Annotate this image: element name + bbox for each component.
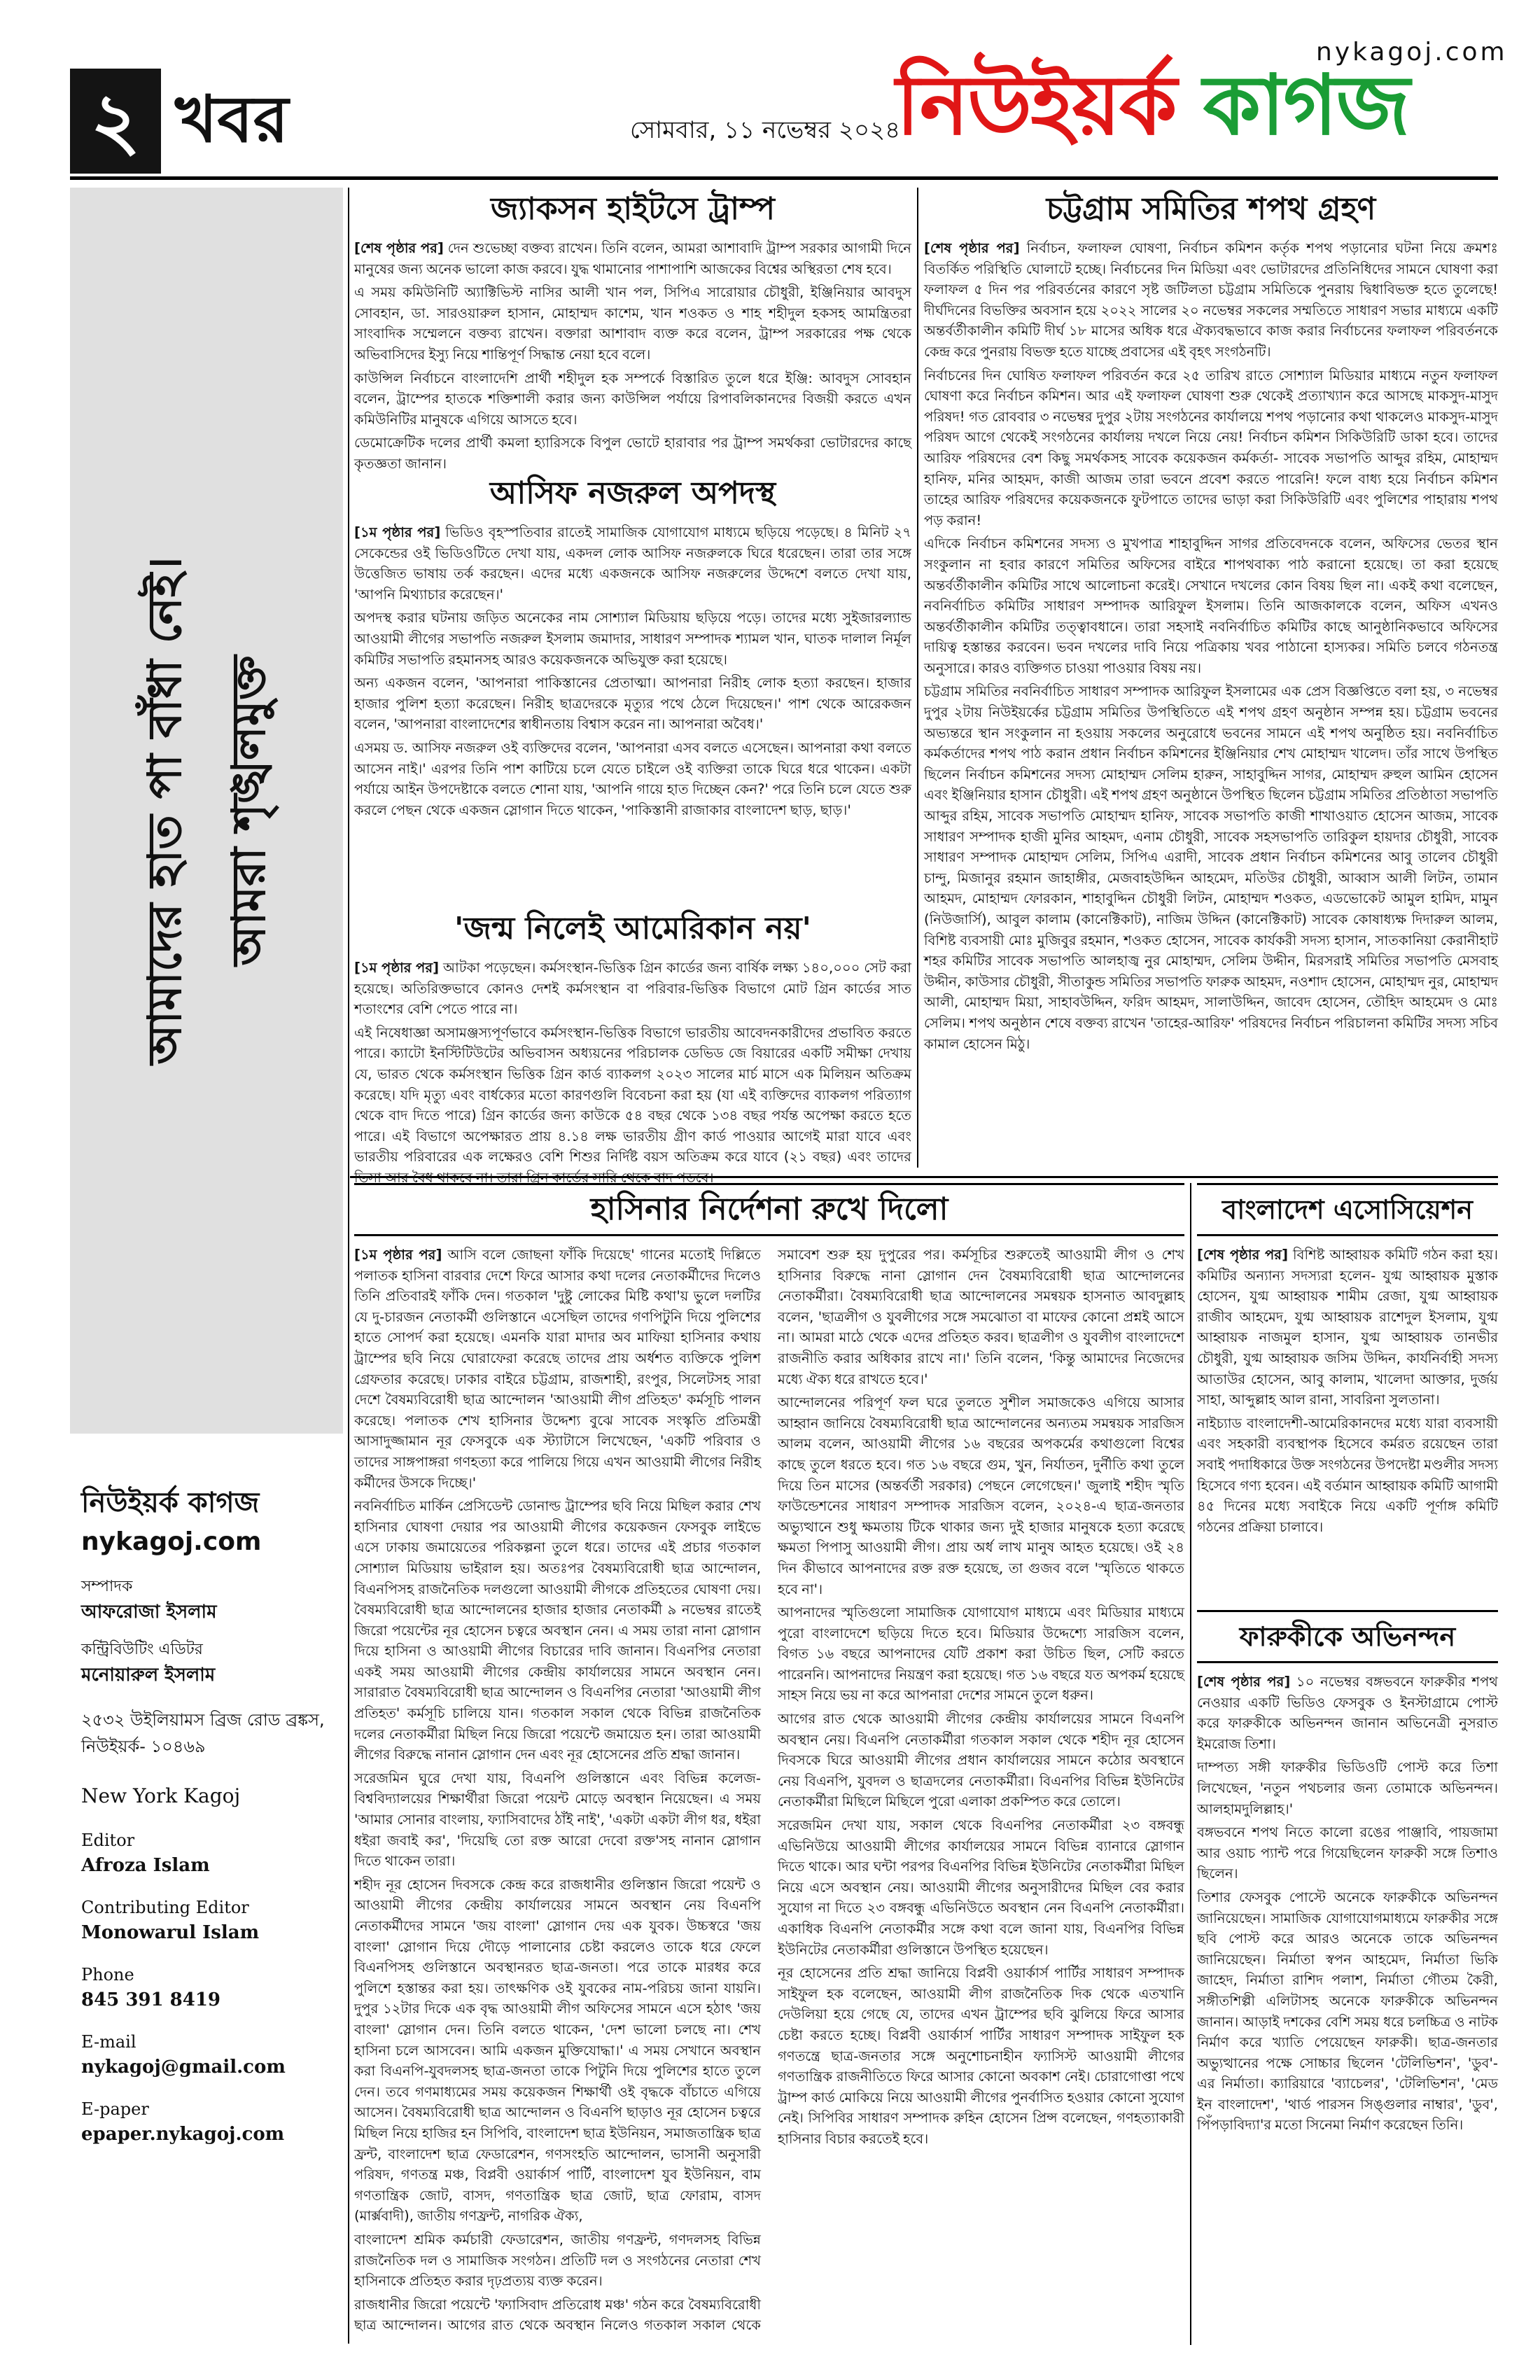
editor-name: আফরোজা ইসলাম	[81, 1602, 217, 1623]
imprint	[81, 1483, 340, 2148]
paragraph: এসময় ড. আসিফ নজরুল ওই ব্যক্তিদের বলেন, 'আপনারা এসব বলতে এসেছেন। আপনারা কথা বলতে আসেন নাই।' এরপর তিনি পাশ কাটিয়ে চলে যেতে চাইলে ওই ব্যক্তিরা তাকে ঘিরে ধরে থাকেন। একটা পর্যায়ে আইন উপদেষ্টাকে বলতে শোনা যায়, 'আপনি গায়ে হাত দিচ্ছেন কেন?' পরে তিনি চলে যেতে শুরু করলে পেছন থেকে একজন স্লোগান দিতে থাকেন, 'পাকিস্তানী রাজাকার বাংলাদেশ ছাড়, ছাড়।'	[354, 739, 911, 818]
paragraph: এই নিষেধাজ্ঞা অসামঞ্জস্যপূর্ণভাবে কর্মসংস্থান-ভিত্তিক বিভাগে ভারতীয় আবেদনকারীদের প্রভাবিত করতে পারে। ক্যাটো ইনস্টিটিউটের অভিবাসন অধ্যয়নের পরিচালক ডেভিড জে বিয়ারের একটি সমীক্ষা দেখায় যে, ভারত থেকে কর্মসংস্থান ভিত্তিক গ্রিন কার্ড ব্যাকলগ ২০২৩ সালের মার্চ মাসে এক মিলিয়ন অতিক্রম করেছে। যদি মৃত্যু এবং বার্ধক্যের মতো কারণগুলি বিবেচনা করা হয় (যা এই ব্যক্তিদের ব্যাকলগ পরিত্যাগ থেকে বাদ দিতে পারে) গ্রিন কার্ডের জন্য কাউকে ৫৪ বছর থেকে ১৩৪ বছর পর্যন্ত অপেক্ষা করতে হতে পারে। এই বিভাগে অপেক্ষারত প্রায় ৪.১৪ লক্ষ ভারতীয় গ্রীণ কার্ড পাওয়ার আগেই মারা যাবে এবং ভারতীয় পরিবারের এক লক্ষেরও বেশি শিশুর নির্দিষ্ট বয়স অতিক্রম করে যাবে (২১ বছর) এবং তাদের ভিসা আর বৈধ থাকবে না। তারা গ্রিন কার্ডের সারি থেকে বাদ পড়বে।	[354, 1024, 911, 1186]
paragraph: রাজধানীর জিরো পয়েন্টে 'ফ্যাসিবাদ প্রতিরোধ মঞ্চ' গঠন করে বৈষম্যবিরোধী ছাত্র আন্দোলন। আগের রাত থেকে অবস্থান নিলেও গতকাল সকাল থেকে সমাবেশ শুরু হয় দুপুরের পর। কর্মসূচির শুরুতেই আওয়ামী লীগ ও শেখ হাসিনার বিরুদ্ধে নানা স্লোগান দেন বৈষম্যবিরোধী ছাত্র আন্দোলনের নেতাকর্মীরা। বৈষম্যবিরোধী ছাত্র আন্দোলনের সমন্বয়ক হাসনাত আবদুল্লাহ বলেন, 'ছাত্রলীগ ও যুবলীগের সঙ্গে সমঝোতা বা মাফের কোনো প্রশ্নই আসে না। আমরা মাঠে থেকে এদের প্রতিহত করব। ছাত্রলীগ ও যুবলীগ বাংলাদেশে রাজনীতি করার অধিকার রাখে না।' তিনি বলেন, 'কিন্তু আমাদের নিজেদের মধ্যে ঐক্য ধরে রাখতে হবে।'	[354, 1247, 1184, 2334]
slogan-line-1: আমাদের হাত পা বাঁধা নেই।	[137, 556, 192, 1065]
en-paper-name: New York Kagoj	[81, 1784, 241, 1807]
tag-chattogram: [শেষ পৃষ্ঠার পর]	[924, 240, 1020, 256]
page-number: ২	[70, 69, 161, 174]
column-rule-3	[1190, 1183, 1191, 2345]
paragraph: চট্টগ্রাম সমিতির নবনির্বাচিত সাধারণ সম্পাদক আরিফুল ইসলামের এক প্রেস বিজ্ঞপ্তিতে বলা হয়, ৩ নভেম্বর দুপুর ২টায় নিউইয়র্কের চট্টগ্রাম সমিতির উপস্থিতিতে এই শপথ গ্রহণ অনুষ্ঠান সম্পন্ন হয়। চট্টগ্রাম ভবনের অভ্যন্তরে স্থান সংকুলান না হওয়ায় সকলের অনুরোধে ভবনের সামনে এই শপথ অনুষ্ঠিত হয়। নবনির্বাচিত কর্মকর্তাদের শপথ পাঠ করান প্রধান নির্বাচন কমিশনের ইঞ্জিনিয়ার শেখ মোহাম্মদ খালেদ। তাঁর সাথে উপস্থিত ছিলেন নির্বাচন কমিশনের সদস্য মোহাম্মদ সেলিম হারুন, সাহাবুদ্দিন সাগর, মোহাম্মদ রুহুল আমিন হোসেন এবং ইঞ্জিনিয়ার হাসান চৌধুরী। এই শপথ গ্রহণ অনুষ্ঠানে উপস্থিত ছিলেন চট্টগ্রাম সমিতির প্রতিষ্ঠাতা সভাপতি আব্দুর রহিম, সাবেক সভাপতি মোহাম্মদ হানিফ, সাবেক সভাপতি কাজী শাখাওয়াত হোসেন আজম, সাবেক সাধারণ সম্পাদক হাজী মুনির আহমদ, এনাম চৌধুরী, সাবেক সহসভাপতি তারিকুল হায়দার চৌধুরী, সাবেক সাধারণ সম্পাদক মোহাম্মদ সেলিম, সিপিএ এরাদী, সাবেক প্রধান নির্বাচন কমিশনের আবু তালেব চৌধুরী চান্দু, মিজানুর রহমান জাহাঙ্গীর, মেজবাহউদ্দিন আহমেদ, মতিউর চৌধুরী, আব্বাস আলী লিটন, তামান আহমদ, মোহাম্মদ ফোরকান, শাহাবুদ্দিন চৌধুরী লিটন, মোহাম্মদ শওকত, এডভোকেট আমুল হামিদ, মামুন (নিউজার্সি), আবুল কালাম (কানেক্টিকাট), নাজিম উদ্দিন (কানেক্টিকাট) সাবেক কোষাধ্যক্ষ দিদারুল আলম, বিশিষ্ট ব্যবসায়ী মোঃ মুজিবুর রহমান, শওকত হোসেন, সাবেক কার্যকরী সদস্য হাসান, সাতকানিয়া কেরানীহাট শহর কমিটির সাবেক সভাপতি আলহাজ্ব নুর মোহাম্মদ, সেলিম উদ্দীন, মিরসরাই সমিতির সভাপতি মেসবাহ উদ্দীন, কাউসার চৌধুরী, সীতাকুন্ড সমিতির সভাপতি ফারুক আহমদ, নওশাদ হোসেন, মোহাম্মদ নুর, মোহাম্মদ আলী, মোহাম্মদ মিয়া, সাহাবউদ্দিন, ফরিদ আহমদ, সালাউদ্দিন, জাবেদ হোসেন, তৌহিদ আহমেদ ও মোঃ সেলিম। শপথ অনুষ্ঠান শেষে বক্তব্য রাখেন 'তাহের-আরিফ' পরিষদের নির্বাচন পরিচালনা কমিটির সদস্য সচিব কামাল হোসেন মিঠু।	[924, 683, 1498, 1052]
paragraph: আন্দোলনের পরিপূর্ণ ফল ঘরে তুলতে সুশীল সমাজকেও এগিয়ে আসার আহ্বান জানিয়ে বৈষম্যবিরোধী ছাত্র আন্দোলনের অন্যতম সমন্বয়ক সারজিস আলম বলেন, আওয়ামী লীগের ১৬ বছরের অপকর্মের কথাগুলো বিশ্বের কাছে তুলে ধরতে হবে। গত ১৬ বছরে গুম, খুন, নির্যাতন, দুর্নীতি কথা তুলে দিয়ে তিন মাসের (অন্তর্বর্তী সরকার) পেছনে লেগেছেন।' জুলাই শহীদ স্মৃতি ফাউন্ডেশনের সাধারণ সম্পাদক সারজিস বলেন, ২০২৪-এ ছাত্র-জনতার অভ্যুত্থানে শুধু ক্ষমতায় টিকে থাকার জন্য দুই হাজার মানুষকে হত্যা করেছে ক্ষমতা পিপাসু আওয়ামী লীগ। প্রায় অর্ধ লাখ মানুষ আহত হয়েছে। ওই ২৪ দিন কীভাবে আপনাদের রক্ত রক্ত হয়েছে, তা গুজব বলে 'স্মৃতিতে থাকতে হবে না'।	[778, 1394, 1184, 1597]
slogan	[122, 556, 290, 1065]
article-faruki	[1197, 1610, 1498, 2345]
logo-part-red: নিউইয়র্ক	[896, 56, 1176, 153]
body-bd-association	[1197, 1245, 1498, 1537]
paragraph: অপদস্থ করার ঘটনায় জড়িত অনেকের নাম সোশ্যাল মিডিয়ায় ছড়িয়ে পড়ে। তাদের মধ্যে সুইজারল্যান্ড আওয়ামী লীগের সভাপতি নজরুল ইসলাম জমাদার, সাধারণ সম্পাদক শ্যামল খান, ঘাতক দালাল নির্মূল কমিটির সভাপতি রহমানসহ আরও কয়েকজনকে অভিযুক্ত করা হয়েছে।	[354, 610, 911, 668]
tag-asif: [১ম পৃষ্ঠার পর]	[354, 524, 441, 540]
epaper-value[interactable]: epaper.nykagoj.com	[81, 2124, 285, 2145]
paragraph: দেন শুভেচ্ছা বক্তব্য রাখেন। তিনি বলেন, আমরা আশাবাদি ট্রাম্প সরকার আগামী দিনে মানুষের জন্য অনেক ভালো কাজ করবে। যুদ্ধ থামানোর পাশাপাশি আজকের বিশ্বের অস্থিরতা শেষ হবে।	[354, 240, 911, 277]
email-value[interactable]: nykagoj@gmail.com	[81, 2057, 286, 2078]
article-chattogram	[924, 188, 1498, 1172]
section-title: খবর	[175, 81, 289, 157]
en-editor-value: Afroza Islam	[81, 1855, 210, 1876]
imprint-paper-name: নিউইয়র্ক কাগজ	[81, 1487, 260, 1519]
paragraph: বঙ্গভবনে শপথ নিতে কালো রঙের পাঞ্জাবি, পায়জামা আর ওয়াচ প্যান্ট পরে গিয়েছিলেন ফারুকী সঙ্গে তিশাও ছিলেন।	[1197, 1824, 1498, 1882]
paragraph: নবনির্বাচিত মার্কিন প্রেসিডেন্ট ডোনাল্ড ট্রাম্পের ছবি নিয়ে মিছিল করার শেখ হাসিনার ঘোষণা দেয়ার পর আওয়ামী লীগের কয়েকজন ফেসবুক লাইভে এসে ঢাকায় জমায়েতের পরিকল্পনা তুলে ধরে। তাদের এই প্রচার গতকাল সোশ্যাল মিডিয়ায় ভাইরাল হয়। অতঃপর বৈষম্যবিরোধী ছাত্র আন্দোলন, বিএনপিসহ রাজনৈতিক দলগুলো আওয়ামী লীগকে প্রতিহতের ঘোষণা দেয়। বৈষম্যবিরোধী ছাত্র আন্দোলনের হাজার হাজার নেতাকর্মী ৯ নভেম্বর রাতেই জিরো পয়েন্টের নূর হোসেন চত্বরে অবস্থান নেন। এ সময় তারা নানা স্লোগান দিয়ে হাসিনা ও আওয়ামী লীগের বিচারের দাবি জানান। বিএনপির নেতারা একই সময় আওয়ামী লীগের কেন্দ্রীয় কার্যালয়ের সামনে অবস্থান নেন। সারারাত বৈষম্যবিরোধী ছাত্র আন্দোলন ও বিএনপির নেতারা 'আওয়ামী লীগ প্রতিহত' কর্মসূচি চালিয়ে যান। গতকাল সকাল থেকে বিভিন্ন রাজনৈতিক দলের নেতাকর্মীরা মিছিল নিয়ে জিরো পয়েন্টে জমায়েত হন। তারা আওয়ামী লীগের বিরুদ্ধে নানান স্লোগান দেন এবং নূর হোসেনের প্রতি শ্রদ্ধা জানান।	[354, 1498, 761, 1763]
en-editor-label: Editor	[81, 1830, 135, 1850]
column-rule-1	[348, 188, 349, 2344]
paragraph: অন্য একজন বলেন, 'আপনারা পাকিস্তানের প্রেতাত্মা। আপনারা নিরীহ লোক হত্যা করছেন। হাজার হাজার পুলিশ হত্যা করেছেন। নিরীহ ছাত্রদেরকে মৃত্যুর পথে ঠেলে দিয়েছেন।' পাশ থেকে আরেকজন বলেন, 'আপনারা বাংলাদেশের স্বাধীনতায় বিশ্বাস করেন না। আপনারা অবৈধ।'	[354, 675, 911, 733]
masthead	[0, 0, 1540, 189]
headline-birthright: 'জন্ম নিলেই আমেরিকান নয়'	[454, 911, 811, 946]
imprint-url[interactable]: nykagoj.com	[81, 1527, 262, 1556]
article-bd-association	[1197, 1183, 1498, 1603]
paragraph: ১০ নভেম্বর বঙ্গভবনে ফারুকীর শপথ নেওয়ার একটি ভিডিও ফেসবুক ও ইনস্টাগ্রামে পোস্ট করে ফারুকীকে অভিনন্দন জানান অভিনেত্রী নুসরাত ইমরোজ তিশা।	[1197, 1674, 1498, 1752]
slogan-line-2: আমরা শৃঙ্খলমুক্ত	[221, 655, 276, 966]
headline-faruki: ফারুকীকে অভিনন্দন	[1197, 1610, 1498, 1663]
article-hasina	[354, 1183, 1184, 2345]
en-contrib-value: Monowarul Islam	[81, 1922, 260, 1943]
body-trump	[354, 238, 911, 475]
tag-hasina: [১ম পৃষ্ঠার পর]	[354, 1247, 442, 1263]
paragraph: নূর হোসেনের প্রতি শ্রদ্ধা জানিয়ে বিপ্লবী ওয়ার্কার্স পার্টির সাধারণ সম্পাদক সাইফুল হক বলেছেন, আওয়ামী লীগ রাজনৈতিক দিক থেকে এতখানি দেউলিয়া হয়ে গেছে যে, তাদের এখন ট্রাম্পের ছবি ঝুলিয়ে ফিরে আসার চেষ্টা করতে হচ্ছে। বিপ্লবী ওয়ার্কার্স পার্টির সাধারণ সম্পাদক সাইফুল হক গণতন্ত্রে ছাত্র-জনতার সঙ্গে অনুশোচনাহীন ফ্যাসিস্ট আওয়ামী লীগের গণতান্ত্রিক রাজনীতিতে ফিরে আসার কোনো অবকাশ নেই। চোরাগোপ্তা পথে ট্রাম্প কার্ড মোকিয়ে নিয়ে আওয়ামী লীগের পুনর্বাসিত হওয়ার কোনো সুযোগ নেই। সিপিবির সাধারণ সম্পাদক রুহিন হোসেন প্রিন্স বলেছেন, গণহত্যাকারী হাসিনার বিচার করতেই হবে।	[778, 1965, 1184, 2147]
paragraph: আটকা পড়েছেন। কর্মসংস্থান-ভিত্তিক গ্রিন কার্ডের জন্য বার্ষিক লক্ষ্য ১৪০,০০০ সেট করা হয়েছে। অতিরিক্তভাবে কোনও দেশই কর্মসংস্থান বা পরিবার-ভিত্তিক বিভাগে মোট গ্রিন কার্ডের সাত শতাংশের বেশি পেতে পারে না।	[354, 960, 911, 1018]
address: ২৫৩২ উইলিয়ামস ব্রিজ রোড ব্রঙ্কস, নিউইয়র্ক- ১০৪৬৯	[81, 1710, 325, 1756]
en-contrib-label: Contributing Editor	[81, 1898, 249, 1917]
article-trump	[354, 188, 911, 472]
headline-bd-association: বাংলাদেশ এসোসিয়েশন	[1197, 1183, 1498, 1236]
article-asif	[354, 472, 911, 902]
body-hasina	[354, 1245, 1184, 2345]
paragraph: সরেজমিন দেখা যায়, সকাল থেকে বিএনপির নেতাকর্মীরা ২৩ বঙ্গবন্ধু এভিনিউয়ে আওয়ামী লীগের কার্যালয়ের সামনে বিভিন্ন ব্যানারে স্লোগান দিতে থাকে। আর ঘন্টা পরপর বিএনপির বিভিন্ন ইউনিটের নেতাকর্মীরা মিছিল নিয়ে এসে অবস্থান নেয়। আওয়ামী লীগের অনুসারীদের মিছিল বের করার সুযোগ না দিতে ২৩ বঙ্গবন্ধু এভিনিউতে অবস্থান নেন বিএনপি নেতাকর্মীরা। একাধিক বিএনপি নেতাকর্মীর সঙ্গে কথা বলে জানা যায়, বিএনপির বিভিন্ন ইউনিটের নেতাকর্মীরা গুলিস্তানে উপস্থিত হয়েছেন।	[778, 1817, 1184, 1958]
email-label: E-mail	[81, 2032, 136, 2052]
left-sidebar	[70, 188, 343, 2344]
paragraph: আগের রাত থেকে আওয়ামী লীগের কেন্দ্রীয় কার্যালয়ের সামনে বিএনপি অবস্থান নেয়। বিএনপি নেতাকর্মীরা গতকাল সকাল থেকে শহীদ নূর হোসেন দিবসকে ঘিরে আওয়ামী লীগের প্রধান কার্যালয়ের সামনে কঠোর অবস্থানে নেয় বিএনপি, যুবদল ও ছাত্রদলের নেতাকর্মীরা। বিএনপির বিভিন্ন ইউনিটের নেতাকর্মীরা মিছিলে মিছিলে পুরো এলাকা প্রকম্পিত করে তোলে।	[778, 1711, 1184, 1810]
editor-role: সম্পাদক	[81, 1578, 133, 1595]
newspaper-logo	[896, 56, 1408, 154]
paragraph: তিশার ফেসবুক পোস্টে অনেকে ফারুকীকে অভিনন্দন জানিয়েছেন। সামাজিক যোগাযোগমাধ্যমে ফারুকীর সঙ্গে ছবি পোস্ট করে আরও অনেকে তাকে অভিনন্দন জানিয়েছেন। নির্মাতা স্বপন আহমেদ, নির্মাতা ভিকি জাহেদ, নির্মাতা রাশিদ পলাশ, নির্মাতা গৌতম কৈরী, সঙ্গীতশিল্পী এলিটাসহ অনেকে ফারুকীকে অভিনন্দন জানান। আড়াই দশকের বেশি সময় ধরে চলচ্চিত্র ও নাটক নির্মাণ করে খ্যাতি পেয়েছেন ফারুকী। ছাত্র-জনতার অভ্যুত্থানের পক্ষে সোচ্চার ছিলেন 'টেলিভিশন', 'ডুব'-এর নির্মাতা। ক্যারিয়ারে 'ব্যাচেলর', 'টেলিভিশন', 'মেড ইন বাংলাদেশ', 'থার্ড পারসন সিঙ্গুলার নাম্বার', 'ডুব', পিঁপড়াবিদ্যা'র মতো সিনেমা নির্মাণ করেছেন তিনি।	[1197, 1889, 1498, 2134]
paragraph: শহীদ নূর হোসেন দিবসকে কেন্দ্র করে রাজধানীর গুলিস্তান জিরো পয়েন্ট ও আওয়ামী লীগের কেন্দ্রীয় কার্যালয়ের সামনে অবস্থান নেয় বিএনপি নেতাকর্মীদের সামনে 'জয় বাংলা' স্লোগান দেয় এক যুবক। উচ্চস্বরে 'জয় বাংলা' স্লোগান দিয়ে দৌড়ে পালানোর চেষ্টা করলেও তাকে ধরে ফেলে বিএনপিসহ গুলিস্তানে অবস্থানরত ছাত্র-জনতা। পরে তাকে মারধর করে পুলিশে হস্তান্তর করা হয়। তাৎক্ষণিক ওই যুবকের নাম-পরিচয় জানা যায়নি। দুপুর ১২টার দিকে এক বৃদ্ধ আওয়ামী লীগ অফিসের সামনে এসে হঠাৎ 'জয় বাংলা' স্লোগান দেন। তিনি বলতে থাকেন, 'দেশ ভালো চলছে না। শেখ হাসিনা চলে আসবেন। আমি একজন মুক্তিযোদ্ধা।' এ সময় সেখানে অবস্থান করা বিএনপি-যুবদলসহ ছাত্র-জনতা তাকে পিটুনি দিয়ে পুলিশের হাতে তুলে দেন। তবে গণমাধ্যমের সময় কয়েকজন শিক্ষার্থী ওই বৃদ্ধকে বাঁচাতে এগিয়ে আসেন। বৈষম্যবিরোধী ছাত্র আন্দোলন ও বিএনপি ছাড়াও নূর হোসেন চত্বরে মিছিল নিয়ে হাজির হন সিপিবি, বাংলাদেশ ছাত্র ইউনিয়ন, সমাজতান্ত্রিক ছাত্র ফ্রন্ট, বাংলাদেশ ছাত্র ফেডারেশন, গণসংহতি আন্দোলন, ভাসানী অনুসারী পরিষদ, গণতন্ত্র মঞ্চ, বিপ্লবী ওয়ার্কার্স পার্টি, বাংলাদেশ যুব ইউনিয়ন, বাম গণতান্ত্রিক জোট, বাসদ, গণতান্ত্রিক ছাত্র জোট, ছাত্র ফোরাম, বাসদ (মার্ক্সবাদী), জাতীয় গণফ্রন্ট, নাগরিক ঐক্য,	[354, 1876, 761, 2225]
phone-value: 845 391 8419	[81, 1989, 221, 2010]
body-asif	[354, 522, 911, 820]
paragraph: ভিডিও বৃহস্পতিবার রাতেই সামাজিক যোগাযোগ মাধ্যমে ছড়িয়ে পড়েছে। ৪ মিনিট ২৭ সেকেন্ডের ওই ভিডিওটিতে দেখা যায়, একদল লোক আসিফ নজরুলকে ঘিরে ধরেছেন। তারা তার সঙ্গে উত্তেজিত ভাষায় তর্ক করছেন। এদের মধ্যে একজনকে আসিফ নজরুলের উদ্দেশে বলতে দেখা যায়, 'আপনি মিথ্যাচার করেছেন।'	[354, 524, 911, 603]
dateline: সোমবার, ১১ নভেম্বর ২০২৪	[630, 116, 901, 144]
tag-birthright: [১ম পৃষ্ঠার পর]	[354, 960, 440, 976]
contrib-name: মনোয়ারুল ইসলাম	[81, 1665, 216, 1686]
paragraph: দাম্পত্য সঙ্গী ফারুকীর ভিডিওটি পোস্ট করে তিশা লিখেছেন, 'নতুন পথচলার জন্য তোমাকে অভিনন্দন। আলহামদুলিল্লাহ।'	[1197, 1759, 1498, 1817]
logo-part-green: কাগজ	[1203, 56, 1409, 153]
paragraph: এ সময় কমিউনিটি অ্যাক্টিভিস্ট নাসির আলী খান পল, সিপিএ সারোয়ার চৌধুরী, ইঞ্জিনিয়ার আবদুস সোবহান, ডা. সারওয়ারুল হাসান, মোহাম্মদ কাশেম, খান শওকত ও শাহ শহীদুল হকসহ আমন্ত্রিতরা সাংবাদিক সম্মেলনে বক্তব্য রাখেন। বক্তারা আশাবাদ ব্যক্ত করে বলেন, ট্রাম্প সরকারের পক্ষ থেকে অভিবাসিদের ইস্যু নিয়ে শান্তিপূর্ণ সিদ্ধান্ত নেয়া হবে বলে।	[354, 284, 911, 363]
headline-trump: জ্যাকসন হাইটসে ট্রাম্প	[490, 191, 776, 227]
paragraph: নাইচ্যাড বাংলাদেশী-আমেরিকানদের মধ্যে যারা ব্যবসায়ী এবং সহকারী ব্যবস্থাপক হিসেবে কর্মরত রয়েছেন তারা সবাই পদাধিকারে উক্ত সংগঠনের উপদেষ্টা মণ্ডলীর সদস্য হিসেবে গণ্য হবেন। এই বর্তমান আহ্বায়ক কমিটি আগামী ৪৫ দিনের মধ্যে সবাইকে নিয়ে একটি পূর্ণাঙ্গ কমিটি গঠনের প্রক্রিয়া চালাবে।	[1197, 1415, 1498, 1535]
slogan-box	[70, 188, 343, 1434]
tag-faruki: [শেষ পৃষ্ঠার পর]	[1197, 1674, 1291, 1690]
masthead-rule	[70, 176, 1498, 180]
headline-asif: আসিফ নজরুল অপদস্থ	[489, 475, 776, 511]
paragraph: কাউন্সিল নির্বাচনে বাংলাদেশি প্রার্থী শহীদুল হক সম্পর্কে বিস্তারিত তুলে ধরে ইঞ্জি: আবদুস সোবহান বলেন, ট্রাম্পের হাতকে শক্তিশালী করার জন্য কাউন্সিল পর্যায়ে রিপাবলিকানদের বিজয়ী করতে এখন কমিউনিটির মানুষকে এগিয়ে আসতে হবে।	[354, 370, 911, 428]
contrib-role: কন্ট্রিবিউটিং এডিটর	[81, 1641, 203, 1658]
paragraph: এদিকে নির্বাচন কমিশনের সদস্য ও মুখপাত্র শাহাবুদ্দিন সাগর প্রতিবেদনকে বলেন, অফিসের ভেতর স্থান সংকুলান না হবার কারণে সমিতির অফিসের বাইরে শাপথবাক্য পাঠ করানো হয়েছে। তা করা হয়েছে অন্তর্বর্তীকালীন কমিটির সাথে আলোচনা করেই। সেখানে দখলের কোন বিষয় ছিল না। একই কথা বলেছেন, নবনির্বাচিত কমিটির সাধারণ সম্পাদক আরিফুল ইসলাম। তিনি আজকালকে বলেন, অফিস এখনও অন্তর্বর্তীকালীন কমিটির তত্ত্বাবধানে। তারা সহসাই নবনির্বাচিত কমিটির কাছে আনুষ্ঠানিকভাবে অফিসের দায়িত্ব হস্তান্তর করবেন। ভবন দখলের দাবি নিয়ে পত্রিকায় খবর পাঠানো হাস্যকর। সমিতি চলবে গঠনতন্ত্র অনুসারে। কারও ব্যক্তিগত চাওয়া পাওয়ার বিষয় নয়।	[924, 536, 1498, 676]
body-birthright	[354, 958, 911, 1189]
tag-bd-association: [শেষ পৃষ্ঠার পর]	[1197, 1247, 1289, 1263]
body-chattogram	[924, 238, 1498, 1054]
site-url[interactable]: nykagoj.com	[1316, 38, 1508, 66]
body-faruki	[1197, 1672, 1498, 2136]
paragraph: বাংলাদেশ শ্রমিক কর্মচারী ফেডারেশন, জাতীয় গণফ্রন্ট, গণদলসহ বিভিন্ন রাজনৈতিক দল ও সামাজিক সংগঠন। প্রতিটি দল ও সংগঠনের নেতারা শেখ হাসিনাকে প্রতিহত করার দৃঢ়প্রত্যয় ব্যক্ত করেন।	[354, 2231, 761, 2290]
headline-hasina: হাসিনার নির্দেশনা রুখে দিলো	[354, 1183, 1184, 1236]
tag-trump: [শেষ পৃষ্ঠার পর]	[354, 240, 444, 256]
headline-chattogram: চট্টগ্রাম সমিতির শপথ গ্রহণ	[1046, 191, 1376, 227]
column-rule-2	[917, 188, 918, 1168]
paragraph: নির্বাচনের দিন ঘোষিত ফলাফল পরিবর্তন করে ২৫ তারিখ রাতে সোশ্যাল মিডিয়ার মাধ্যমে নতুন ফলাফল ঘোষণা করে নির্বাচন কমিশন। আর এই ফলাফল ঘোষণা শুরু থেকেই প্রত্যাখ্যান করে আসছে মাকসুদ-মাসুদ পরিষদ! গত রোববার ৩ নভেম্বর দুপুর ২টায় সংগঠনের কার্যালয়ে শপথ পড়ানোর কথা থাকলেও মাকসুদ-মাসুদ পরিষদ আগে থেকেই সংগঠনের কার্যালয় দখলে নিয়ে নেয়! নির্বাচন কমিশন সিকিউরিটি ডাকা হবে। তাদের আরিফ পরিষদের বেশ কিছু সমর্থকসহ সাবেক কয়েকজন কর্মকর্তা- সাবেক সভাপতি আব্দুর রহিম, মোহাম্মদ হানিফ, মনির আহমদ, কাজী আজম তারা ভবনে প্রবেশ করতে পারেনি! ফলে বাধ্য হয়ে নির্বাচন কমিশন তাহের আরিফ পরিষদের কয়েকজনকে ফুটপাতে তাদের ভাড়া করা সিকিউরিটি এবং পুলিশের পাহারায় শপথ পড় করান!	[924, 367, 1498, 528]
epaper-label: E-paper	[81, 2099, 149, 2119]
paragraph: নির্বাচন, ফলাফল ঘোষণা, নির্বাচন কমিশন কর্তৃক শপথ পড়ানোর ঘটনা নিয়ে ক্রমশঃ বিতর্কিত পরিস্থিতি ঘোলাটে হচ্ছে। নির্বাচনের দিন মিডিয়া এবং ভোটারদের প্রতিনিধিদের সামনে ঘোষণা করা ফলাফল ৫ দিন পর পরিবর্তনের কারণে সৃষ্ট জটিলতা চট্টগ্রাম সমিতিকে পুনরায় দ্বিধাবিভক্ত হতে তুলেছে! দীর্ঘদিনের বিভক্তির অবসান হয়ে ২০২২ সালের ২০ নভেম্বর সকলের সম্মতিতে সাধারণ সভার মাধ্যমে একটি অন্তর্বর্তীকালীন কমিটি দীর্ঘ ১৮ মাসের অধিক ধরে ঐক্যবদ্ধভাবে কাজ করার নির্বাচনের ফলাফল পরিবর্তনকে কেন্দ্র করে পুনরায় বিভক্ত হতে যাচ্ছে প্রবাসের এই বৃহৎ সংগঠনটি।	[924, 240, 1498, 360]
article-birthright	[354, 907, 911, 1186]
paragraph: সরেজমিন ঘুরে দেখা যায়, বিএনপি গুলিস্তানে এবং বিভিন্ন কলেজ-বিশ্ববিদ্যালয়ের শিক্ষার্থীরা জিরো পয়েন্ট মোড়ে অবস্থান নিয়েছেন। এ সময় 'আমার সোনার বাংলায়, ফ্যাসিবাদের ঠাঁই নাই', 'একটা একটা লীগ ধর, ধইরা ধইরা জবাই কর', 'দিয়েছি তো রক্ত আরো দেবো রক্ত'সহ নানান স্লোগান দিতে থাকেন তারা।	[354, 1770, 761, 1870]
phone-label: Phone	[81, 1965, 134, 1984]
paragraph: বিশিষ্ট আহ্বায়ক কমিটি গঠন করা হয়। কমিটির অন্যান্য সদস্যরা হলেন- যুগ্ম আহ্বায়ক মুস্তাক হোসেন, যুগ্ম আহ্বায়ক শামীম রেজা, যুগ্ম আহ্বায়ক রাজীব আহমেদ, যুগ্ম আহ্বায়ক রাশেদুল ইসলাম, যুগ্ম আহ্বায়ক নাজমুল হাসান, যুগ্ম আহ্বায়ক তানভীর চৌধুরী, যুগ্ম আহ্বায়ক জসিম উদ্দিন, কার্যনির্বাহী সদস্য আতাউর হোসেন, আবু কালাম, খালেদা আক্তার, দুর্জয় সাহা, আব্দুল্লাহ আল রানা, সাবরিনা সুলতানা।	[1197, 1247, 1498, 1408]
paragraph: আপনাদের স্মৃতিগুলো সামাজিক যোগাযোগ মাধ্যমে এবং মিডিয়ার মাধ্যমে পুরো বাংলাদেশে ছড়িয়ে দিতে হবে। মিডিয়ার উদ্দেশ্যে সারজিস বলেন, বিগত ১৬ বছরে আপনাদের যেটি প্রকাশ করা উচিত ছিল, সেটি করতে পারেননি। আপনাদের নিয়ন্ত্রণ করা হয়েছে। গত ১৬ বছরে যত অপকর্ম হয়েছে সাহস নিয়ে ভয় না করে আপনারা দেশের সামনে তুলে ধরুন।	[778, 1604, 1184, 1704]
paragraph: আসি বলে জোছনা ফাঁকি দিয়েছে' গানের মতোই দিল্লিতে পলাতক হাসিনা বারবার দেশে ফিরে আসার কথা দলের নেতাকর্মীদের দিলেও তিনি প্রতিবারই ফাঁকি দেন। গতকাল 'দুষ্টু লোকের মিষ্টি কথা'য় ভুলে দলটির যে দু-চারজন নেতাকর্মী গুলিস্তানে এসেছিল তাদের গণপিটুনি দিয়ে পুলিশের হাতে সোপর্দ করা হয়েছে। এমনকি যারা মাদার অব মাফিয়া হাসিনার কথায় ট্রাম্পের ছবি নিয়ে ঘোরাফেরা করেছে তাদের প্রায় অর্ধশত ব্যক্তিকে পুলিশ গ্রেফতার করেছে। ঢাকার বাইরে চট্টগ্রাম, রাজশাহী, রংপুর, সিলেটসহ সারা দেশে বৈষম্যবিরোধী ছাত্র আন্দোলন 'আওয়ামী লীগ প্রতিহত' কর্মসূচি পালন করেছে। পলাতক শেখ হাসিনার উদ্দেশ্য বুঝে সাবেক সংস্কৃতি প্রতিমন্ত্রী আসাদুজ্জামান নূর ফেসবুকে এক স্ট্যাটাসে লিখেছেন, 'একটি পরিবার ও তাদের সাঙ্গপাঙ্গরা গণহত্যা করে পালিয়ে গিয়ে এখন আওয়ামী লীগের নিরীহ কর্মীদের উসকে দিচ্ছে।'	[354, 1247, 761, 1491]
paragraph: ডেমোক্রেটিক দলের প্রার্থী কমলা হ্যারিসকে বিপুল ভোটে হারাবার পর ট্রাম্প সমর্থকরা ভোটারদের কাছে কৃতজ্ঞতা জানান।	[354, 435, 911, 472]
